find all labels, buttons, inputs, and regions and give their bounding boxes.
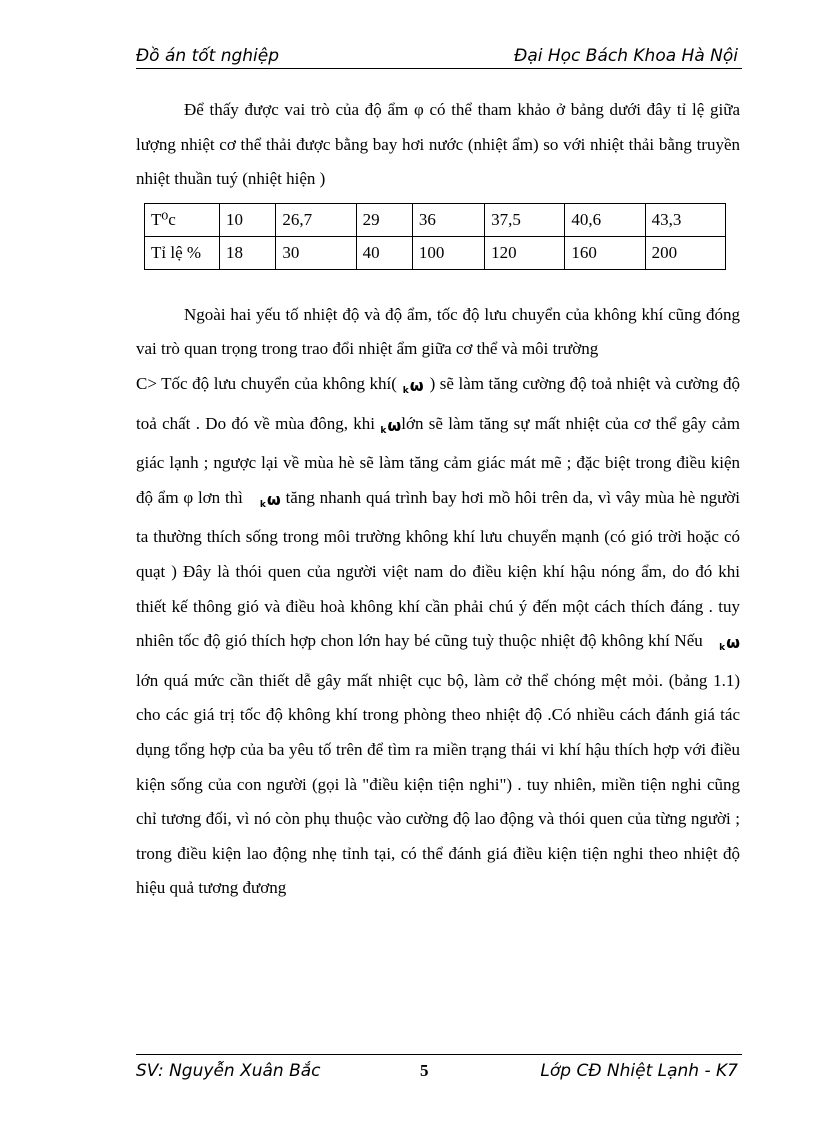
header-thesis-label: Đồ án tốt nghiệp bbox=[136, 46, 280, 66]
airflow-text-5: lớn quá mức cần thiết dễ gây mất nhiệt cục bộ, làm cở thể chóng mệt mỏi. (bảng 1.1) cho các giá trị tốc độ không khí trong phòng theo nhiệt độ .Có nhiều cách đánh giá tác dụng tổng hợp của ba yêu tố trên để tìm ra miền trạng thái vi khí hậu thích hợp với điều kiện sống của con người (gọi là "điều kiện tiện nghi") . tuy nhiên, miền tiện nghi cũng chỉ tương đối, vì nó còn phụ thuộc vào cường độ lao động và thói quen của từng người ; trong điều kiện lao động nhẹ tỉnh tại, có thể đánh giá điều kiện tiện nghi theo nhiệt độ hiệu quả tương đương bbox=[136, 670, 740, 898]
page-body bbox=[136, 93, 740, 906]
omega-symbol: $_k$ω bbox=[380, 415, 402, 436]
airflow-text-1: C> Tốc độ lưu chuyển của không khí( bbox=[136, 373, 397, 393]
footer-student: SV: Nguyễn Xuân Bắc bbox=[136, 1061, 321, 1081]
airflow-paragraph bbox=[136, 367, 740, 906]
table-cell: 29 bbox=[356, 203, 412, 236]
table-cell: 100 bbox=[412, 236, 484, 269]
airflow-text-2: ) sẽ làm tăng cường độ toả nhiệt và cường độ toả chất . Do đó về mùa đông, khi bbox=[136, 373, 740, 433]
table-cell: 30 bbox=[276, 236, 356, 269]
table-row bbox=[145, 203, 726, 236]
table-cell: 18 bbox=[220, 236, 276, 269]
intro-paragraph: Để thấy được vai trò của độ ẩm φ có thể tham khảo ở bảng dưới đây tỉ lệ giữa lượng nhiệt cơ thể thải được bằng bay hơi nước (nhiệt ẩm) so với nhiệt thải bằng truyền nhiệt thuần tuý (nhiệt hiện ) bbox=[136, 100, 740, 189]
omega-symbol: $_k$ω bbox=[719, 633, 741, 654]
table-cell: 10 bbox=[220, 203, 276, 236]
header-university: Đại Học Bách Khoa Hà Nội bbox=[514, 46, 738, 66]
table-cell: 36 bbox=[412, 203, 484, 236]
page-footer bbox=[136, 1054, 742, 1083]
table-row-header: Tỉ lệ % bbox=[145, 236, 220, 269]
table-cell: 26,7 bbox=[276, 203, 356, 236]
airflow-intro-paragraph: Ngoài hai yếu tố nhiệt độ và độ ẩm, tốc độ lưu chuyển của không khí cũng đóng vai trò quan trọng trong trao đổi nhiệt ẩm giữa cơ thể và môi trường bbox=[136, 304, 740, 359]
table-cell: 200 bbox=[645, 236, 725, 269]
table-cell: 160 bbox=[565, 236, 645, 269]
table-cell: 120 bbox=[485, 236, 565, 269]
table-row bbox=[145, 236, 726, 269]
table-cell: 43,3 bbox=[645, 203, 725, 236]
table-cell: 40,6 bbox=[565, 203, 645, 236]
page-number: 5 bbox=[420, 1061, 429, 1080]
ratio-table bbox=[144, 203, 726, 270]
table-row-header: T⁰c bbox=[145, 203, 220, 236]
page-header bbox=[136, 44, 742, 69]
airflow-text-3: lớn sẽ làm tăng sự mất nhiệt của cơ thể gây cảm giác lạnh ; ngược lại về mùa hè sẽ làm tăng cảm giác mát mẽ ; đặc biệt trong điều kiện độ ẩm φ lơn thì bbox=[136, 413, 741, 507]
table-cell: 40 bbox=[356, 236, 412, 269]
footer-class: Lớp CĐ Nhiệt Lạnh - K7 bbox=[540, 1061, 738, 1081]
omega-symbol: $_k$ω bbox=[259, 489, 281, 510]
airflow-text-4: tăng nhanh quá trình bay hơi mồ hôi trên da, vì vây mùa hè người ta thường thích sống trong môi trường không khí lưu chuyển mạnh (có gió trời hoặc có quạt ) Đây là thói quen của người việt nam do điều kiện khí hậu nóng ẩm, do đó khi thiết kế thông gió và điều hoà không khí cần phải chú ý đến một cách thích đáng . tuy nhiên tốc độ gió thích hợp chon lớn hay bé cũng tuỳ thuộc nhiệt độ không khí Nếu bbox=[136, 487, 740, 651]
table-cell: 37,5 bbox=[485, 203, 565, 236]
omega-symbol: $_k$ω bbox=[402, 375, 424, 396]
